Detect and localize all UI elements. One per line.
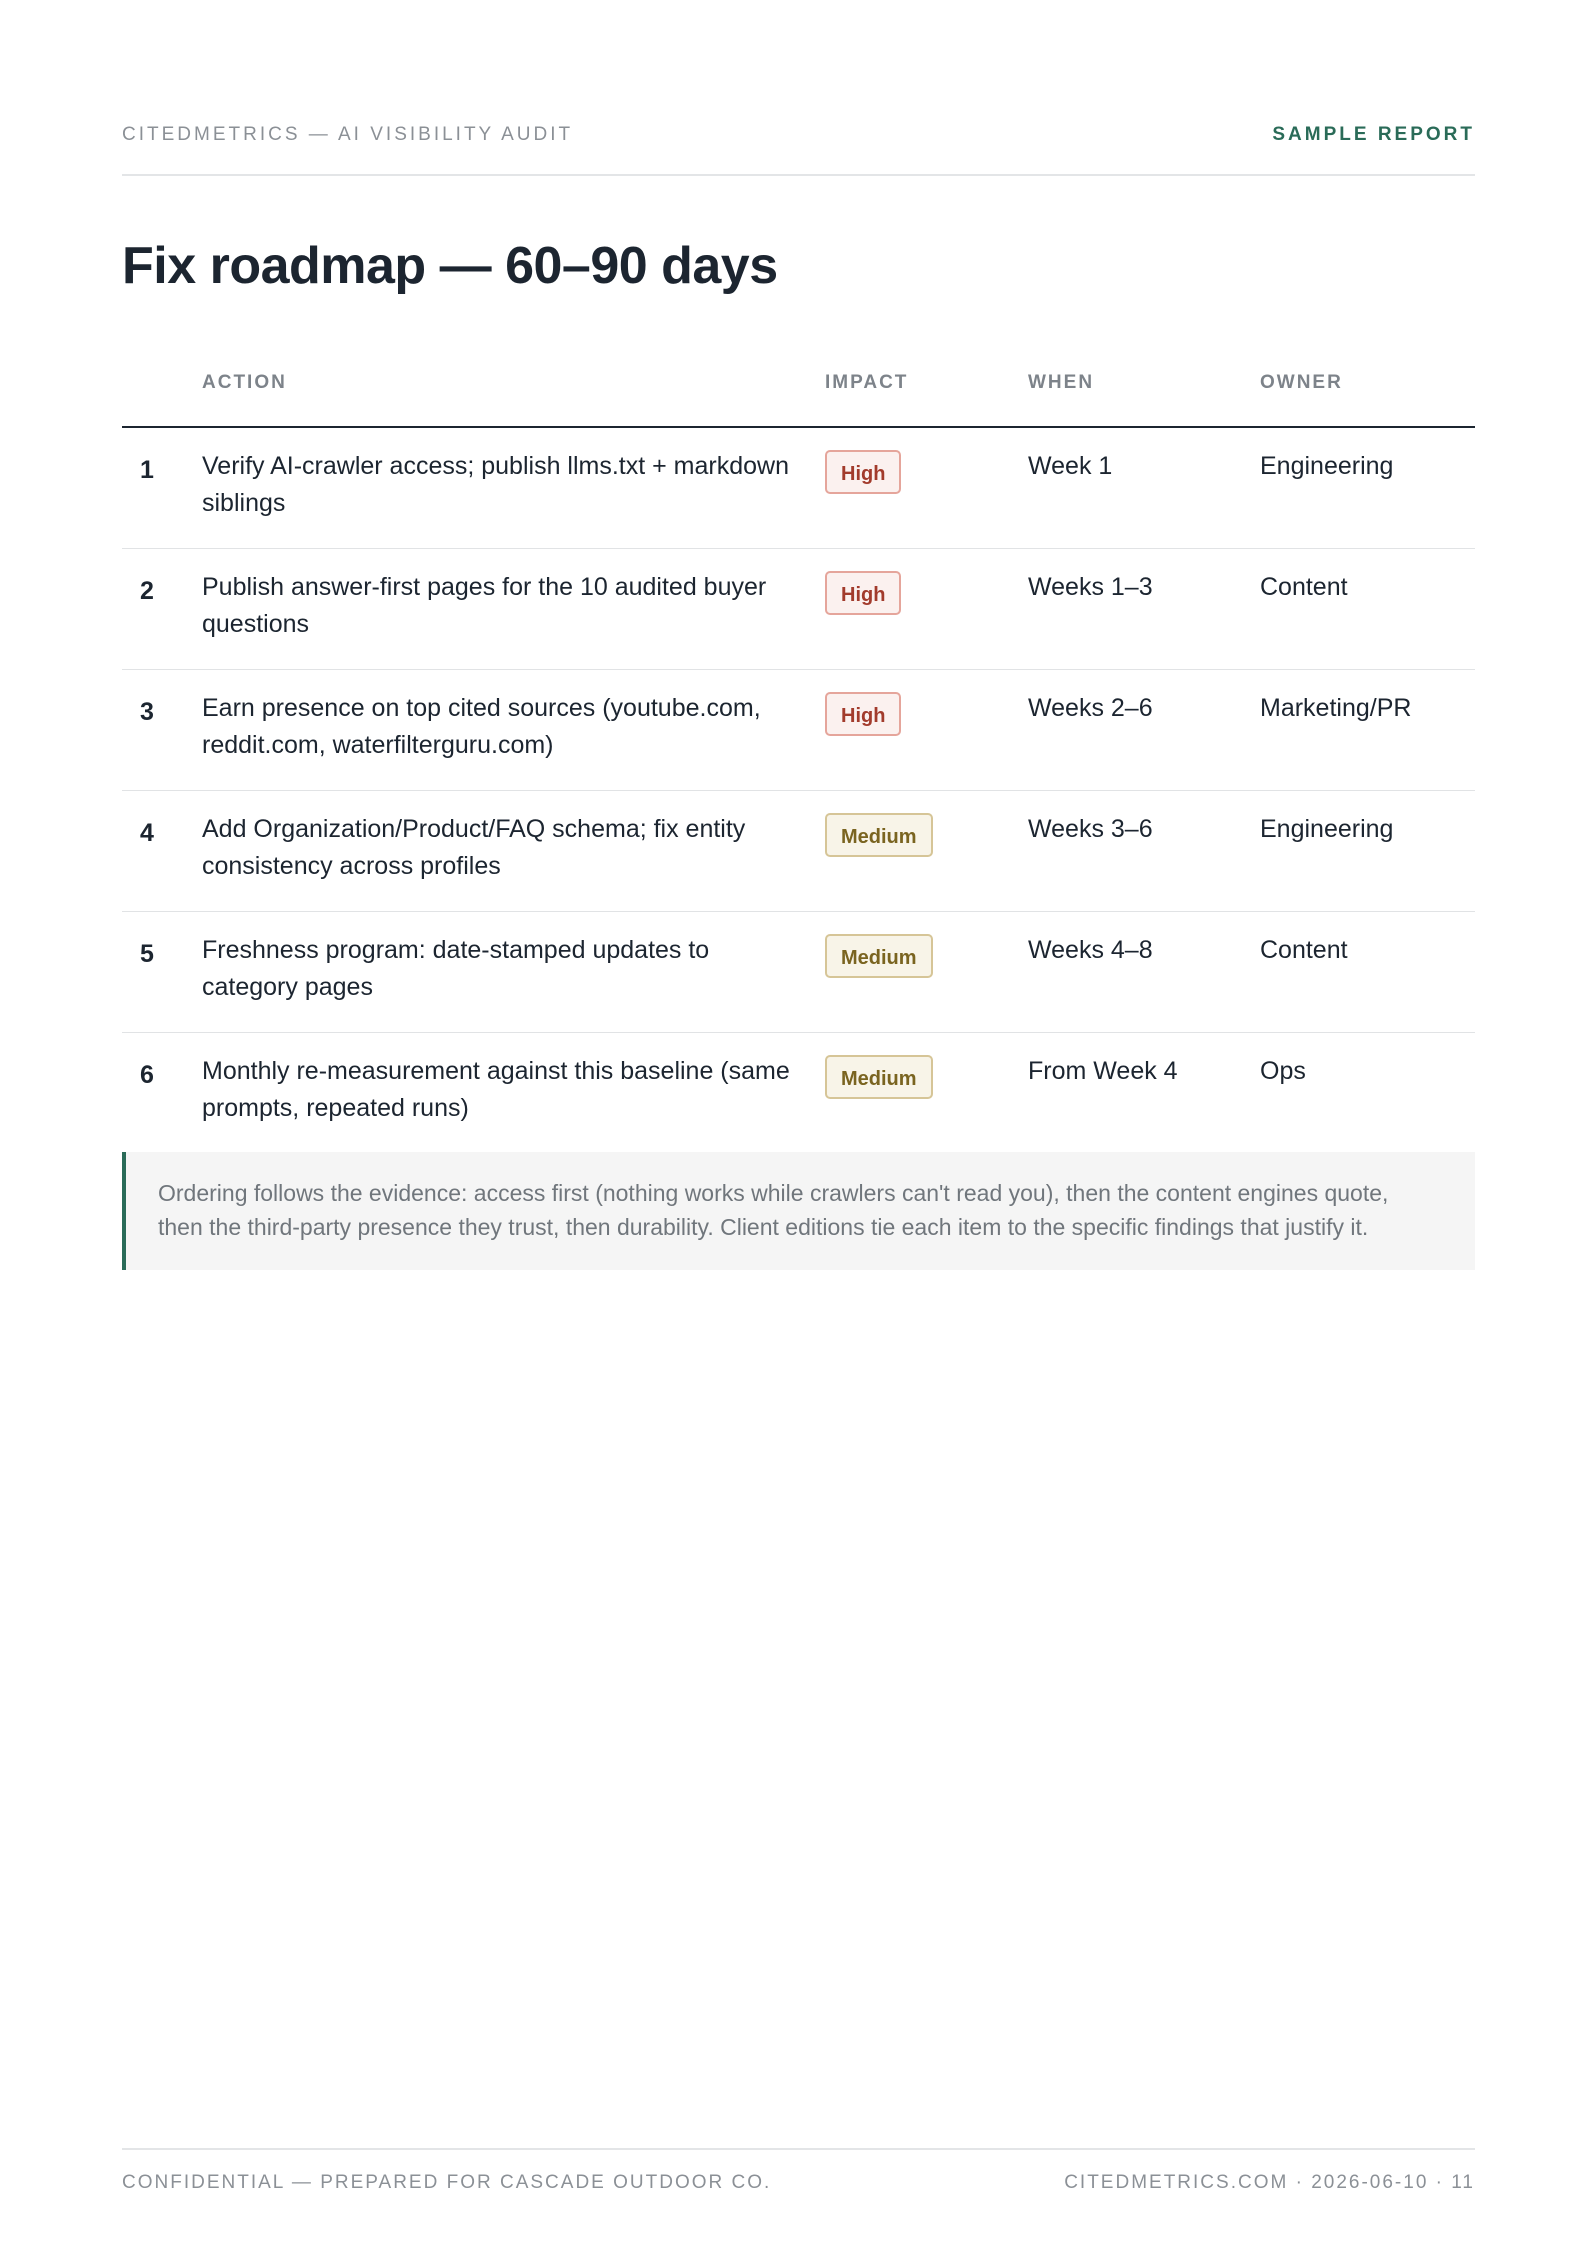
row-owner: Content [1260,549,1475,670]
roadmap-table [122,362,1475,1154]
report-page [122,0,1475,2246]
row-number: 4 [122,791,202,912]
row-action: Verify AI-crawler access; publish llms.txt + markdown siblings [202,427,825,549]
row-action: Monthly re-measurement against this baseline (same prompts, repeated runs) [202,1033,825,1154]
row-owner: Engineering [1260,427,1475,549]
site-date-page-label: CITEDMETRICS.COM · 2026-06-10 · 11 [1064,2172,1475,2193]
row-number: 2 [122,549,202,670]
table-row [122,670,1475,791]
table-row [122,1033,1475,1154]
confidential-label: CONFIDENTIAL — PREPARED FOR CASCADE OUTDOOR CO. [122,2172,772,2193]
row-action: Earn presence on top cited sources (youtube.com, reddit.com, waterfilterguru.com) [202,670,825,791]
impact-badge-high: High [825,571,901,615]
table-row [122,427,1475,549]
page-footer [122,2148,1475,2193]
table-header-row [122,362,1475,427]
row-owner: Marketing/PR [1260,670,1475,791]
column-header-action: ACTION [202,362,825,427]
row-when: Weeks 1–3 [1028,549,1260,670]
column-header-when: WHEN [1028,362,1260,427]
row-impact-cell [825,1033,1028,1154]
evidence-note-callout: Ordering follows the evidence: access first (nothing works while crawlers can't read you), then the content engines quote, then the third-party presence they trust, then durability. Client editions tie each item to the specific findings that justify it. [122,1152,1475,1270]
column-header-number [122,362,202,427]
sample-report-label: SAMPLE REPORT [1272,124,1475,145]
row-owner: Ops [1260,1033,1475,1154]
row-when: Weeks 4–8 [1028,912,1260,1033]
impact-badge-medium: Medium [825,1055,933,1099]
row-owner: Content [1260,912,1475,1033]
impact-badge-medium: Medium [825,934,933,978]
impact-badge-medium: Medium [825,813,933,857]
row-action: Freshness program: date-stamped updates to category pages [202,912,825,1033]
row-when: Weeks 3–6 [1028,791,1260,912]
row-impact-cell [825,549,1028,670]
table-row [122,912,1475,1033]
row-owner: Engineering [1260,791,1475,912]
row-impact-cell [825,427,1028,549]
row-number: 3 [122,670,202,791]
row-impact-cell [825,791,1028,912]
impact-badge-high: High [825,692,901,736]
report-brand-label: CITEDMETRICS — AI VISIBILITY AUDIT [122,124,574,145]
row-number: 6 [122,1033,202,1154]
row-when: Weeks 2–6 [1028,670,1260,791]
row-when: From Week 4 [1028,1033,1260,1154]
row-number: 1 [122,427,202,549]
column-header-owner: OWNER [1260,362,1475,427]
page-title: Fix roadmap — 60–90 days [122,237,778,295]
table-row [122,549,1475,670]
row-action: Publish answer-first pages for the 10 audited buyer questions [202,549,825,670]
row-when: Week 1 [1028,427,1260,549]
table-row [122,791,1475,912]
impact-badge-high: High [825,450,901,494]
row-action: Add Organization/Product/FAQ schema; fix entity consistency across profiles [202,791,825,912]
row-impact-cell [825,670,1028,791]
row-impact-cell [825,912,1028,1033]
column-header-impact: IMPACT [825,362,1028,427]
page-header [122,124,1475,176]
row-number: 5 [122,912,202,1033]
